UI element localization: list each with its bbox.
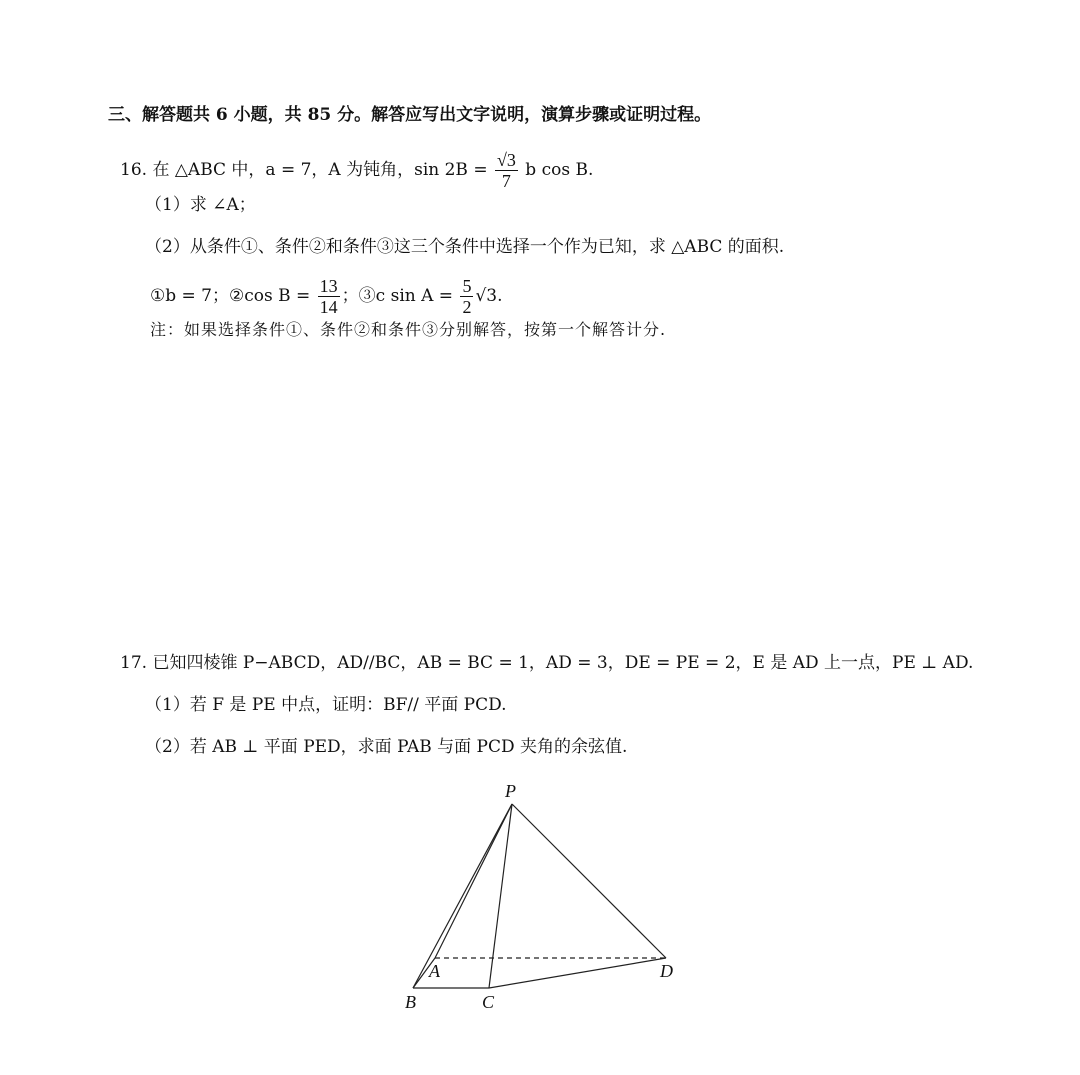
frac-denominator: 2 <box>462 297 472 317</box>
label-C: C <box>482 992 495 1012</box>
q17-part1: （1）若 F 是 PE 中点，证明：BF// 平面 PCD. <box>145 695 507 715</box>
condition-1-2: ①b = 7；②cos B = <box>150 286 311 306</box>
q16-part2: （2）从条件①、条件②和条件③这三个条件中选择一个作为已知，求 △ABC 的面积. <box>145 237 785 257</box>
frac-numerator: 5 <box>462 276 472 296</box>
edge-PC <box>489 804 512 988</box>
condition-3: ；③c sin A = <box>341 286 454 306</box>
q16-stem-prefix: 16. 在 △ABC 中，a = 7，A 为钝角，sin 2B = <box>120 160 488 180</box>
section-heading: 三、解答题共 6 小题，共 85 分。解答应写出文字说明，演算步骤或证明过程。 <box>108 105 712 125</box>
q16-part1: （1）求 ∠A； <box>145 195 256 215</box>
frac-denominator: 7 <box>501 171 511 191</box>
edge-CD <box>489 958 666 988</box>
q17-stem: 17. 已知四棱锥 P−ABCD，AD//BC，AB = BC = 1，AD = 3，DE = PE = 2，E 是 AD 上一点，PE ⊥ AD. <box>120 653 974 673</box>
label-P: P <box>505 781 516 801</box>
frac-numerator: √3 <box>496 150 516 170</box>
q16-stem-suffix: b cos B. <box>525 160 594 180</box>
sqrt-term: √3. <box>475 286 503 306</box>
q16-note: 注：如果选择条件①、条件②和条件③分别解答，按第一个解答计分. <box>150 320 667 339</box>
label-B: B <box>405 992 416 1012</box>
frac-denominator: 14 <box>319 297 338 317</box>
frac-numerator: 13 <box>319 276 338 296</box>
edge-PA <box>435 804 512 958</box>
q17-part2: （2）若 AB ⊥ 平面 PED，求面 PAB 与面 PCD 夹角的余弦值. <box>145 737 628 757</box>
label-D: D <box>660 961 673 981</box>
edge-PD <box>512 804 666 958</box>
label-A: A <box>429 961 440 981</box>
edge-PB <box>413 804 512 988</box>
